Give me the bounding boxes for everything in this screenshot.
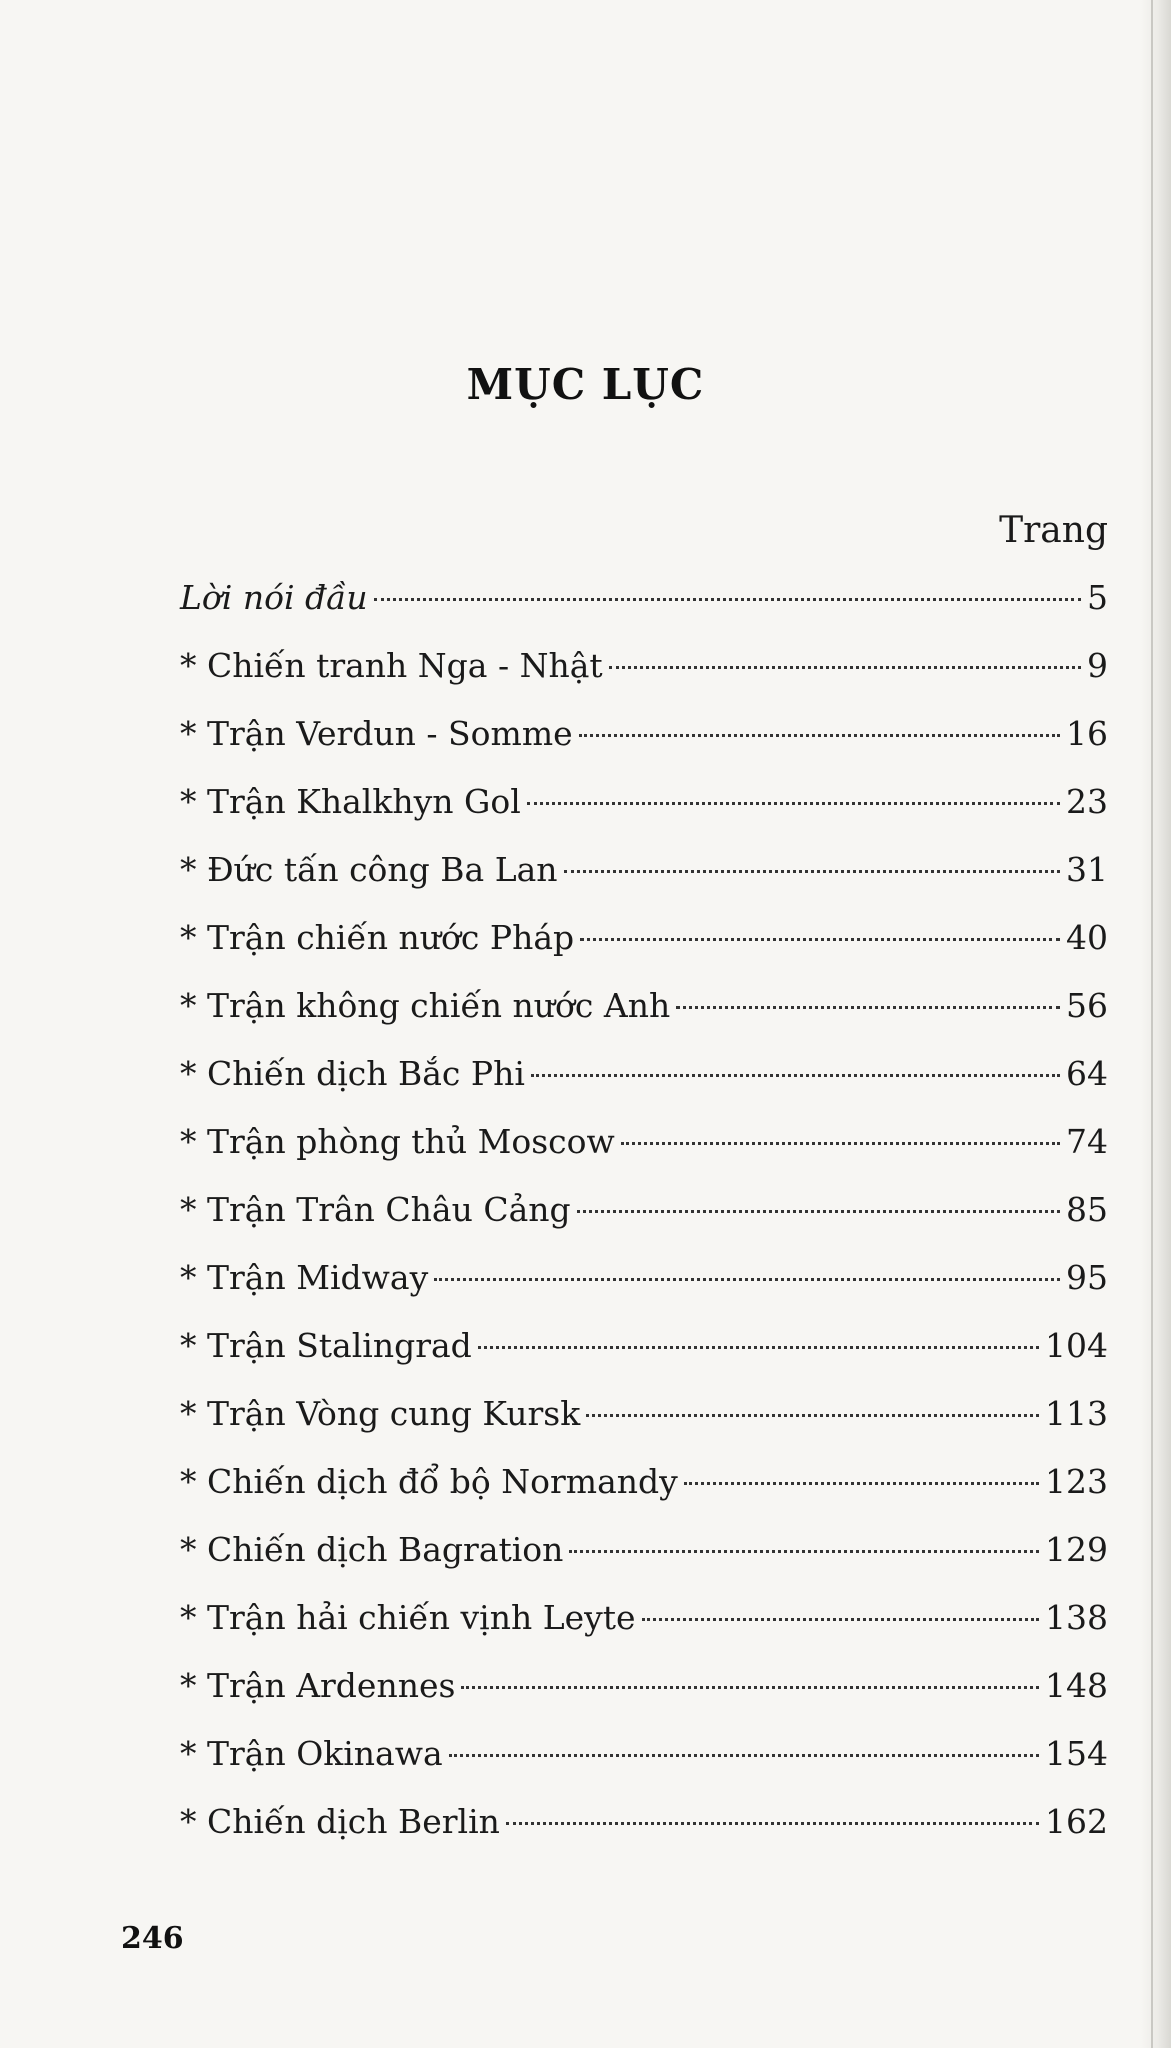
dot-leader (580, 938, 1060, 941)
dot-leader (564, 870, 1060, 873)
toc-entry-label: * Trận Okinawa (180, 1734, 443, 1773)
toc-entry (180, 1734, 1108, 1802)
page-number: 246 (121, 1921, 184, 1956)
toc-entry (180, 850, 1108, 918)
toc-entry (180, 1258, 1108, 1326)
toc-entry-label: * Trận Khalkhyn Gol (180, 782, 521, 821)
toc-entry (180, 1598, 1108, 1666)
toc-entry-label: * Chiến dịch Berlin (180, 1802, 500, 1841)
toc-entry (180, 1394, 1108, 1462)
toc-entry-page: 162 (1045, 1802, 1108, 1841)
dot-leader (449, 1754, 1039, 1757)
page-edge-shadow (1141, 0, 1171, 2048)
toc-entry-label: * Trận phòng thủ Moscow (180, 1122, 615, 1161)
dot-leader (527, 802, 1060, 805)
toc-entry (180, 578, 1108, 646)
toc-entry (180, 782, 1108, 850)
page-title: MỤC LỤC (466, 360, 705, 409)
toc-entry-page: 23 (1066, 782, 1108, 821)
toc-entry (180, 646, 1108, 714)
toc-entry-page: 148 (1045, 1666, 1108, 1705)
dot-leader (642, 1618, 1039, 1621)
toc-entry (180, 1802, 1108, 1870)
toc-entry-page: 104 (1045, 1326, 1108, 1365)
toc-entry (180, 1122, 1108, 1190)
table-of-contents (180, 578, 1108, 1870)
toc-entry-label: * Trận chiến nước Pháp (180, 918, 575, 957)
toc-entry (180, 1054, 1108, 1122)
toc-entry-page: 138 (1045, 1598, 1108, 1637)
page-edge-line (1151, 0, 1153, 2048)
toc-entry-label: * Trận Ardennes (180, 1666, 456, 1705)
toc-entry (180, 1530, 1108, 1598)
dot-leader (577, 1210, 1060, 1213)
dot-leader (531, 1074, 1060, 1077)
toc-entry-page: 31 (1066, 850, 1108, 889)
toc-entry-label: * Trận Trân Châu Cảng (180, 1190, 571, 1229)
toc-entry-label: * Chiến dịch Bắc Phi (180, 1054, 525, 1093)
toc-entry (180, 918, 1108, 986)
toc-entry-label: * Đức tấn công Ba Lan (180, 850, 558, 889)
toc-entry-label: * Trận Vòng cung Kursk (180, 1394, 581, 1433)
dot-leader (506, 1822, 1039, 1825)
toc-entry-page: 85 (1066, 1190, 1108, 1229)
toc-entry (180, 1326, 1108, 1394)
toc-entry (180, 986, 1108, 1054)
toc-entry-page: 64 (1066, 1054, 1108, 1093)
toc-entry-page: 9 (1087, 646, 1108, 685)
toc-entry-label: * Trận Stalingrad (180, 1326, 472, 1365)
toc-entry-label: * Chiến dịch đổ bộ Normandy (180, 1462, 678, 1501)
toc-entry-page: 16 (1066, 714, 1108, 753)
dot-leader (609, 666, 1081, 669)
toc-entry-page: 154 (1045, 1734, 1108, 1773)
dot-leader (676, 1006, 1060, 1009)
dot-leader (684, 1482, 1039, 1485)
dot-leader (461, 1686, 1039, 1689)
toc-entry-label: * Trận không chiến nước Anh (180, 986, 671, 1025)
toc-entry-label: * Trận Midway (180, 1258, 429, 1297)
dot-leader (478, 1346, 1039, 1349)
toc-entry-page: 5 (1087, 578, 1108, 617)
dot-leader (374, 598, 1081, 601)
toc-entry-page: 129 (1045, 1530, 1108, 1569)
toc-entry-page: 74 (1066, 1122, 1108, 1161)
page-column-header: Trang (999, 510, 1108, 551)
dot-leader (434, 1278, 1060, 1281)
dot-leader (579, 734, 1060, 737)
toc-entry (180, 1666, 1108, 1734)
toc-entry-label: Lời nói đầu (180, 578, 368, 617)
toc-entry-page: 40 (1066, 918, 1108, 957)
toc-entry (180, 1190, 1108, 1258)
toc-entry-page: 113 (1045, 1394, 1108, 1433)
toc-entry-page: 56 (1066, 986, 1108, 1025)
toc-entry-label: * Trận hải chiến vịnh Leyte (180, 1598, 636, 1637)
dot-leader (569, 1550, 1039, 1553)
toc-entry (180, 1462, 1108, 1530)
toc-entry-label: * Trận Verdun - Somme (180, 714, 573, 753)
toc-entry-label: * Chiến tranh Nga - Nhật (180, 646, 603, 685)
toc-entry-page: 95 (1066, 1258, 1108, 1297)
toc-entry (180, 714, 1108, 782)
dot-leader (586, 1414, 1039, 1417)
toc-entry-page: 123 (1045, 1462, 1108, 1501)
toc-entry-label: * Chiến dịch Bagration (180, 1530, 564, 1569)
dot-leader (621, 1142, 1060, 1145)
